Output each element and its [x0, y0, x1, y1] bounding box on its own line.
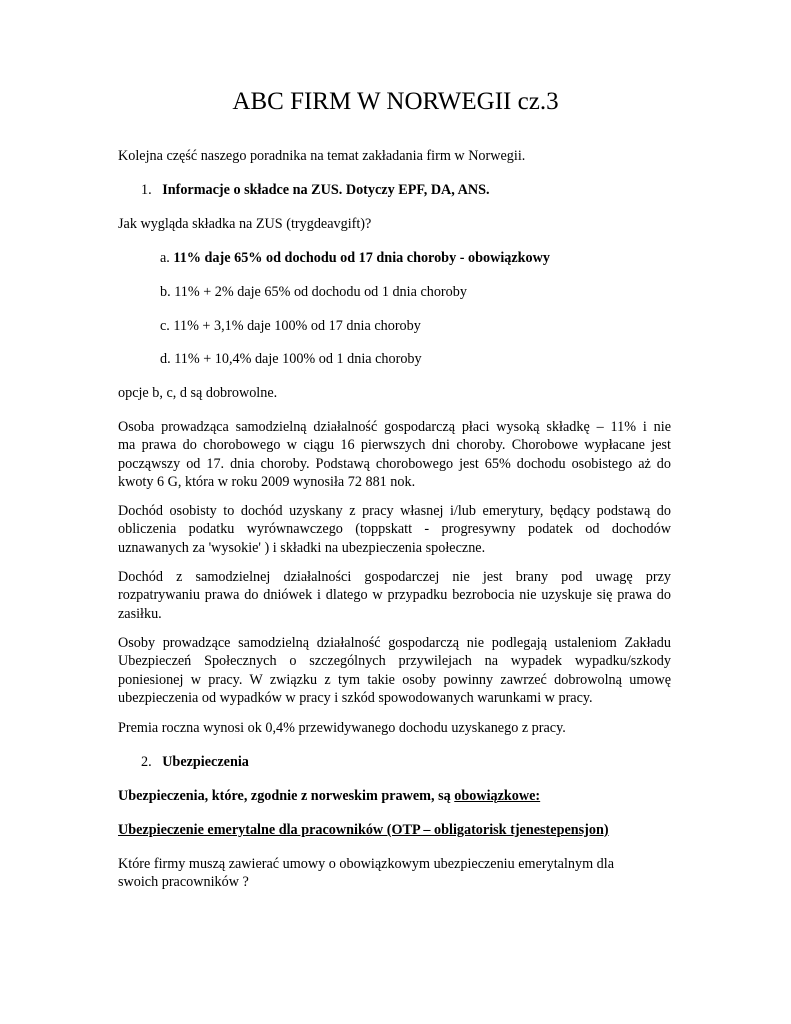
paragraph-2	[118, 502, 671, 557]
option-text: 11% + 10,4% daje 100% od 1 dnia choroby	[174, 351, 422, 367]
option-c	[160, 317, 421, 336]
paragraph-line: ma prawa do chorobowego w ciągu 16 pierwszych dni choroby. Chorobowe wypłacane jest	[118, 437, 671, 454]
paragraph-3	[118, 568, 671, 623]
option-b	[160, 283, 467, 302]
section-1-heading	[141, 181, 490, 200]
paragraph-line: swoich pracowników ?	[118, 874, 249, 891]
paragraph-line: obliczenia podatku wyrównawczego (toppskatt - progresywny podatek od dochodów	[118, 521, 671, 538]
section-1-title: Informacje o składce na ZUS. Dotyczy EPF, DA, ANS.	[162, 182, 490, 198]
paragraph-line: ubezpieczenia od wypadków w pracy i szkód spowodowanych warunkami w pracy.	[118, 690, 593, 707]
paragraph-line: Dochód z samodzielnej działalności gospodarczej nie jest brany pod uwagę przy	[118, 569, 671, 585]
paragraph-line: uznawanych za 'wysokie' ) i składki na ubezpieczenia społeczne.	[118, 539, 486, 556]
paragraph-4	[118, 634, 671, 708]
paragraph-line: kwoty 6 G, która w roku 2009 wynosiła 72 881 nok.	[118, 474, 416, 491]
option-label: b.	[160, 284, 171, 300]
paragraph-6	[118, 855, 671, 892]
question-text: Jak wygląda składka na ZUS (trygdeavgift)?	[118, 216, 372, 232]
option-label: c.	[160, 318, 170, 334]
paragraph-line: Osoba prowadząca samodzielną działalność gospodarczą płaci wysoką składkę – 11% i nie	[118, 419, 671, 435]
option-label: a.	[160, 250, 170, 266]
option-label: d.	[160, 351, 171, 367]
option-text: 11% daje 65% od dochodu od 17 dnia choroby - obowiązkowy	[173, 250, 550, 266]
pension-heading	[118, 821, 609, 840]
section-2-title: Ubezpieczenia	[162, 754, 249, 770]
paragraph-line: Ubezpieczeń Społecznych o szczególnych przywilejach na wypadek wypadku/szkody	[118, 653, 671, 670]
intro-text: Kolejna część naszego poradnika na temat zakładania firm w Norwegii.	[118, 148, 526, 164]
option-a	[160, 249, 550, 268]
section-1-number: 1.	[141, 182, 152, 198]
paragraph-line: Osoby prowadzące samodzielną działalność gospodarczą nie podlegają ustaleniom Zakładu	[118, 635, 671, 651]
paragraph-line: Dochód osobisty to dochód uzyskany z pracy własnej i/lub emerytury, będący podstawą do	[118, 503, 671, 519]
paragraph-line: poniesionej w pracy. W związku z tym takie osoby powinny zawrzeć dobrowolną umowę	[118, 671, 671, 688]
paragraph-5: Premia roczna wynosi ok 0,4% przewidywanego dochodu uzyskanego z pracy.	[118, 720, 566, 736]
option-d	[160, 350, 422, 369]
pension-heading-text: Ubezpieczenie emerytalne dla pracowników (OTP – obligatorisk tjenestepensjon)	[118, 822, 609, 838]
section-2-heading	[141, 753, 249, 772]
paragraph-line: Które firmy muszą zawierać umowy o obowiązkowym ubezpieczeniu emerytalnym dla	[118, 856, 614, 872]
page-title: ABC FIRM W NORWEGII cz.3	[232, 88, 559, 115]
section-2-number: 2.	[141, 754, 152, 770]
paragraph-line: zasiłku.	[118, 605, 162, 622]
paragraph-1	[118, 418, 671, 492]
paragraph-line: rozpatrywaniu prawa do dniówek i dlatego w przypadku bezrobocia nie uzyskuje się prawa do	[118, 587, 671, 604]
optional-note: opcje b, c, d są dobrowolne.	[118, 385, 278, 401]
option-text: 11% + 2% daje 65% od dochodu od 1 dnia choroby	[174, 284, 467, 300]
option-text: 11% + 3,1% daje 100% od 17 dnia choroby	[173, 318, 421, 334]
mandatory-insurance-line	[118, 787, 540, 806]
paragraph-line: począwszy od 17. dnia choroby. Podstawą chorobowego jest 65% dochodu osobistego aż do	[118, 455, 671, 472]
mandatory-prefix: Ubezpieczenia, które, zgodnie z norweskim prawem, są	[118, 788, 455, 804]
mandatory-underlined: obowiązkowe:	[454, 788, 541, 804]
